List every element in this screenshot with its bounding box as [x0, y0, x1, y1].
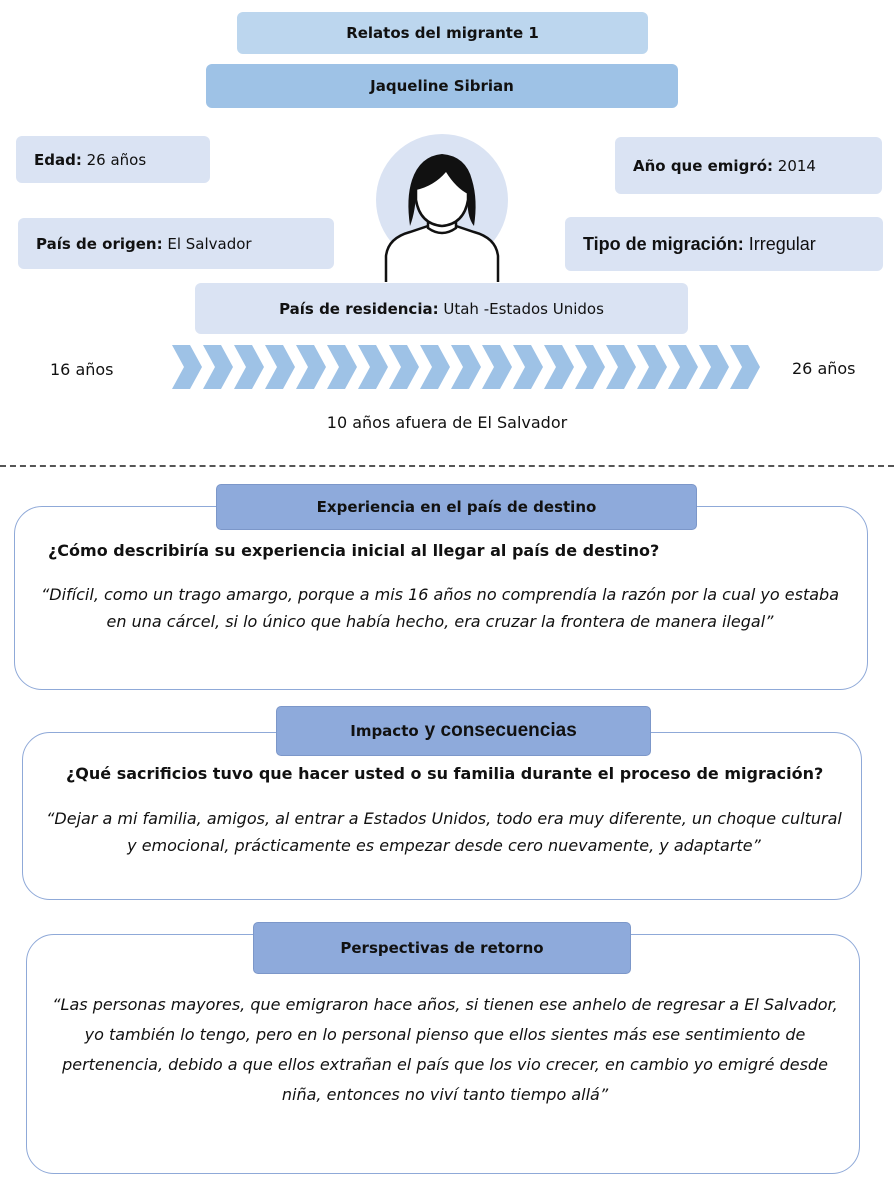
timeline-chevron [513, 345, 543, 389]
timeline-caption: 10 años afuera de El Salvador [326, 413, 568, 432]
age-value: 26 años [86, 150, 147, 169]
return-answer: “Las personas mayores, que emigraron hace años, si tienen ese anhelo de regresar a El Salvador, yo también lo tengo, pero en lo personal pienso que ellos sientes más ese sentimiento de pertenencia, debido a que ellos extrañan el país que los vio crecer, en cambio yo emigré desde niña, entonces no viví tanto tiempo allá” [52, 995, 838, 1104]
age-box [16, 136, 210, 183]
timeline-start: 16 años [50, 360, 114, 379]
timeline-chevron [606, 345, 636, 389]
emigration-year-box [615, 137, 882, 194]
timeline-chevron [482, 345, 512, 389]
type-value: Irregular [748, 233, 816, 254]
timeline-chevrons [172, 344, 764, 390]
timeline-chevron [203, 345, 233, 389]
impact-question: ¿Qué sacrificios tuvo que hacer usted o su familia durante el proceso de migración? [66, 764, 824, 783]
timeline-chevron [730, 345, 760, 389]
migrant-name: Jaqueline Sibrian [206, 64, 678, 108]
experience-answer: “Difícil, como un trago amargo, porque a mis 16 años no comprendía la razón por la cual yo estaba en una cárcel, si lo único que había hecho, era cruzar la frontera de manera ilegal” [41, 585, 839, 631]
impact-header-b: y consecuencias [424, 720, 577, 741]
origin-value: El Salvador [167, 234, 252, 253]
story-title: Relatos del migrante 1 [237, 12, 648, 54]
timeline-end: 26 años [792, 359, 856, 378]
migration-type-box [565, 217, 883, 271]
timeline-chevron [265, 345, 295, 389]
woman-avatar-icon [376, 134, 508, 284]
timeline-chevron [389, 345, 419, 389]
origin-country-box [18, 218, 334, 269]
timeline-chevron [172, 345, 202, 389]
timeline-chevron [420, 345, 450, 389]
impact-header [276, 706, 651, 756]
timeline-chevron [544, 345, 574, 389]
timeline-chevron [234, 345, 264, 389]
return-header: Perspectivas de retorno [253, 922, 631, 974]
timeline-chevron [327, 345, 357, 389]
residence-value: Utah -Estados Unidos [443, 299, 604, 318]
timeline-chevron [699, 345, 729, 389]
type-label: Tipo de migración: [583, 233, 744, 254]
timeline-chevron [668, 345, 698, 389]
experience-header: Experiencia en el país de destino [216, 484, 697, 530]
impact-header-a: Impacto [350, 722, 419, 740]
age-label: Edad: [34, 150, 82, 169]
year-value: 2014 [777, 156, 816, 175]
residence-label: País de residencia: [279, 299, 439, 318]
residence-box [195, 283, 688, 334]
timeline-chevron [296, 345, 326, 389]
impact-answer: “Dejar a mi familia, amigos, al entrar a Estados Unidos, todo era muy diferente, un choque cultural y emocional, prácticamente es empezar desde cero nuevamente, y adaptarte” [46, 809, 842, 855]
experience-question: ¿Cómo describiría su experiencia inicial al llegar al país de destino? [48, 541, 660, 560]
origin-label: País de origen: [36, 234, 163, 253]
section-divider [0, 465, 894, 467]
year-label: Año que emigró: [633, 156, 774, 175]
timeline-chevron [637, 345, 667, 389]
timeline-chevron [358, 345, 388, 389]
timeline-chevron [575, 345, 605, 389]
timeline-chevron [451, 345, 481, 389]
